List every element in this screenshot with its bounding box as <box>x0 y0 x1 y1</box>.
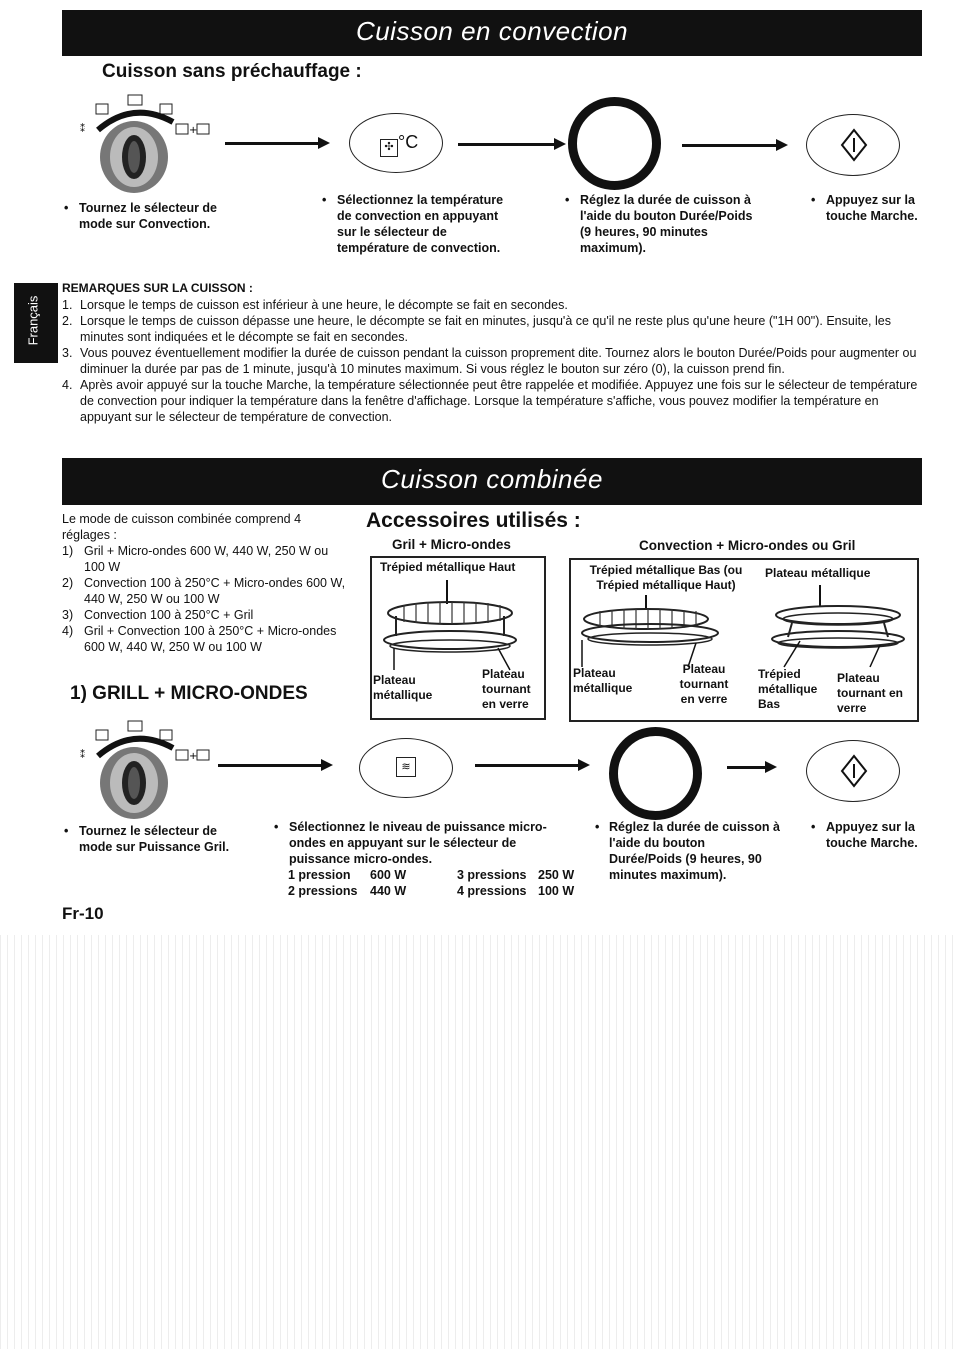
low-rack-illustration <box>578 595 728 670</box>
convection-step-3: • Réglez la durée de cuisson à l'aide du bouton Durée/Poids (9 heures, 90 minutes maximum). <box>565 193 753 255</box>
power-row: 2 pressions 440 W <box>288 884 407 898</box>
grill-step-3: • Réglez la durée de cuisson à l'aide du bouton Durée/Poids (9 heures, 90 minutes maximum). <box>595 820 780 882</box>
mode-item: 1) Gril + Micro-ondes 600 W, 440 W, 250 W ou 100 W <box>62 544 329 574</box>
flow-arrow <box>225 142 320 145</box>
grill-microwave-title: 1) GRILL + MICRO-ONDES <box>70 683 308 704</box>
note-item: 3. Vous pouvez éventuellement modifier la durée de cuisson pendant la cuisson proprement dite. Tournez alors le bouton Durée/Poids pour augmenter ou diminuer la durée par pas de 1 minute, jusqu'à 10 minutes maximum. Si vous réglez le bouton sur zéro (0), la cuisson prend fin. <box>62 346 917 376</box>
box1-top-label: Trépied métallique Haut <box>380 560 516 574</box>
start-button[interactable] <box>806 740 900 802</box>
combined-intro: Le mode de cuisson combinée comprend 4 réglages : <box>62 512 302 542</box>
temp-button-content: ✣ °C <box>380 132 418 157</box>
combined-banner-title: Cuisson combinée <box>381 464 603 494</box>
box2-top-right-label: Plateau métallique <box>765 566 871 580</box>
metal-plate-on-rack-illustration <box>770 585 910 670</box>
convection-banner <box>62 10 922 56</box>
notes-list <box>62 297 922 425</box>
page-number: Fr-10 <box>62 904 104 923</box>
grill-step-4: • Appuyez sur la touche Marche. <box>811 820 918 850</box>
start-icon <box>840 754 868 788</box>
convection-step-1: • Tournez le sélecteur de mode sur Convection. <box>64 201 218 231</box>
high-rack-illustration <box>380 578 530 673</box>
svg-text:⁑: ⁑ <box>80 750 85 761</box>
box2-label-a: Plateau métallique <box>573 666 633 695</box>
time-weight-dial[interactable] <box>568 97 661 190</box>
power-row: 1 pression 600 W <box>288 868 407 882</box>
accessories-title: Accessoires utilisés : <box>366 509 581 532</box>
convection-banner-title: Cuisson en convection <box>355 16 629 46</box>
flow-arrow <box>475 764 580 767</box>
combined-banner <box>62 458 922 505</box>
mode-selector-knob-grill <box>78 718 218 823</box>
language-tab: Français <box>14 283 58 363</box>
note-item: 1. Lorsque le temps de cuisson est inférieur à une heure, le décompte se fait en secondes. <box>62 298 568 312</box>
note-item: 2. Lorsque le temps de cuisson dépasse une heure, le décompte se fait en minutes, jusqu'à ce qu'il ne reste plus qu'une heure ("1H 00"). Ensuite, les minutes sont indiquées et le décompte se fait en secondes. <box>62 314 891 344</box>
power-row: 4 pressions 100 W <box>457 884 575 898</box>
grill-step-1: • Tournez le sélecteur de mode sur Puissance Gril. <box>64 824 230 854</box>
box2-label-b: Plateau tournant en verre <box>679 662 729 706</box>
flow-arrow <box>218 764 323 767</box>
mode-selector-knob-convection <box>78 92 218 197</box>
box2-top-left-label: Trépied métallique Bas (ou Trépied métallique Haut) <box>589 563 743 592</box>
microwave-power-button[interactable] <box>359 738 453 798</box>
svg-text:+: + <box>189 125 198 136</box>
mode-item: 2) Convection 100 à 250°C + Micro-ondes 600 W, 440 W, 250 W ou 100 W <box>62 576 346 606</box>
scan-background <box>0 935 954 1349</box>
box1-left-label: Plateau métallique <box>373 673 433 702</box>
no-preheat-subtitle: Cuisson sans préchauffage : <box>102 61 362 82</box>
grill-step-2: • Sélectionnez le niveau de puissance micro-ondes en appuyant sur le sélecteur de puissance micro-ondes. <box>274 820 547 866</box>
notes-title: REMARQUES SUR LA CUISSON : <box>62 281 253 295</box>
box2-heading: Convection + Micro-ondes ou Gril <box>639 538 856 553</box>
note-item: 4. Après avoir appuyé sur la touche Marche, la température sélectionnée peut être rappelée et modifiée. Appuyez une fois sur le sélecteur de température de convection pour indiquer la température dans la fenêtre d'affichage. Lorsque la température s'affiche, vous pouvez modifier la température en appuyant sur le sélecteur de température de convection. <box>62 378 918 424</box>
box1-right-label: Plateau tournant en verre <box>482 667 531 711</box>
start-icon <box>840 128 868 162</box>
flow-arrow <box>727 766 767 769</box>
box1-heading: Gril + Micro-ondes <box>392 537 511 552</box>
power-row: 3 pressions 250 W <box>457 868 575 882</box>
mode-item: 4) Gril + Convection 100 à 250°C + Micro-ondes 600 W, 440 W, 250 W ou 100 W <box>62 624 337 654</box>
mode-item: 3) Convection 100 à 250°C + Gril <box>62 608 254 622</box>
box2-label-d: Plateau tournant en verre <box>837 671 903 715</box>
microwave-icon: ≋ <box>396 757 416 777</box>
convection-icon: ✣ <box>380 139 398 157</box>
svg-text:+: + <box>189 751 198 762</box>
convection-step-2: • Sélectionnez la température de convection en appuyant sur le sélecteur de température de convection. <box>322 193 504 255</box>
time-weight-dial[interactable] <box>609 727 702 820</box>
convection-step-4: • Appuyez sur la touche Marche. <box>811 193 918 223</box>
box2-label-c: Trépied métallique Bas <box>758 667 818 711</box>
svg-text:⁑: ⁑ <box>80 124 85 135</box>
combined-modes-list <box>62 543 352 655</box>
flow-arrow <box>682 144 778 147</box>
convection-temp-button[interactable] <box>349 113 443 173</box>
flow-arrow <box>458 143 556 146</box>
start-button[interactable] <box>806 114 900 176</box>
